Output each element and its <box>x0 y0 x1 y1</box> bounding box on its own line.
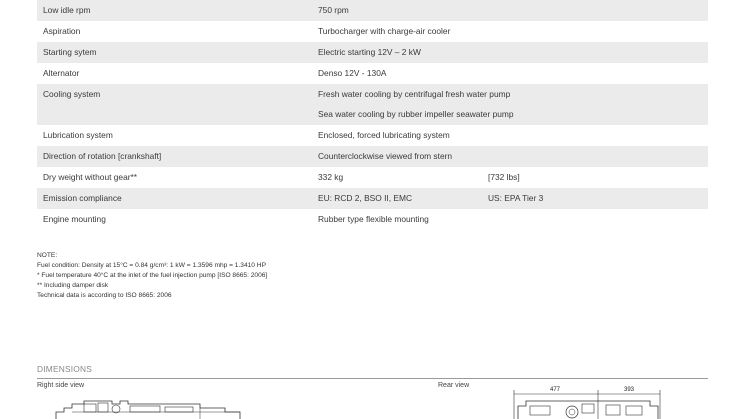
spec-row-mounting <box>37 209 708 230</box>
spec-row-starting <box>37 42 708 63</box>
note-line: Technical data is according to ISO 8665: 2006 <box>37 292 172 299</box>
spec-value-line: Fresh water cooling by centrifugal fresh water pump <box>318 89 511 99</box>
spec-value: Turbocharger with charge-air cooler <box>318 26 451 36</box>
dimensions-divider <box>37 378 708 379</box>
spec-label: Direction of rotation [crankshaft] <box>43 151 162 161</box>
spec-value <box>318 89 708 120</box>
spec-value: Denso 12V - 130A <box>318 68 387 78</box>
rear-view-label: Rear view <box>438 382 470 389</box>
rear-dimension-left: 477 <box>550 387 561 393</box>
spec-label: Alternator <box>43 68 80 78</box>
spec-value: Rubber type flexible mounting <box>318 214 429 224</box>
spec-value: EU: RCD 2, BSO II, EMC <box>318 193 413 203</box>
rear-engine-drawing <box>510 384 670 419</box>
spec-value: 332 kg <box>318 172 344 182</box>
spec-row-cooling <box>37 84 708 125</box>
spec-label: Low idle rpm <box>43 5 91 15</box>
note-heading: NOTE: <box>37 252 58 259</box>
spec-row-aspiration <box>37 21 708 42</box>
spec-row-rotation <box>37 146 708 167</box>
spec-value: Electric starting 12V – 2 kW <box>318 47 421 57</box>
spec-label: Engine mounting <box>43 214 106 224</box>
spec-value-extra: US: EPA Tier 3 <box>488 193 544 203</box>
rear-dimension-right: 393 <box>624 387 635 393</box>
spec-row-dry-weight <box>37 167 708 188</box>
spec-label: Cooling system <box>43 89 101 99</box>
spec-row-low-idle <box>37 0 708 21</box>
spec-row-lubrication <box>37 125 708 146</box>
right-side-engine-drawing <box>50 398 250 419</box>
spec-label: Dry weight without gear** <box>43 172 138 182</box>
spec-value: Counterclockwise viewed from stern <box>318 151 453 161</box>
notes-block <box>37 251 267 301</box>
spec-table <box>37 0 708 230</box>
spec-value: Enclosed, forced lubricating system <box>318 130 450 140</box>
spec-row-emission <box>37 188 708 209</box>
note-line: Fuel condition: Density at 15°C = 0.84 g/cm³: 1 kW = 1.3596 mhp = 1.3410 HP <box>37 262 266 269</box>
spec-label: Aspiration <box>43 26 81 36</box>
spec-label: Emission compliance <box>43 193 122 203</box>
note-line: * Fuel temperature 40°C at the inlet of the fuel injection pump [ISO 8665: 2006] <box>37 272 268 279</box>
dimensions-title: DIMENSIONS <box>37 364 93 374</box>
note-line: ** Including damper disk <box>37 282 109 289</box>
spec-label: Lubrication system <box>43 130 113 140</box>
spec-row-alternator <box>37 63 708 84</box>
spec-value-line: Sea water cooling by rubber impeller seawater pump <box>318 109 514 119</box>
spec-value-extra: [732 lbs] <box>488 172 520 182</box>
spec-value: 750 rpm <box>318 5 349 15</box>
spec-label: Starting sytem <box>43 47 97 57</box>
right-side-view-label: Right side view <box>37 382 85 389</box>
